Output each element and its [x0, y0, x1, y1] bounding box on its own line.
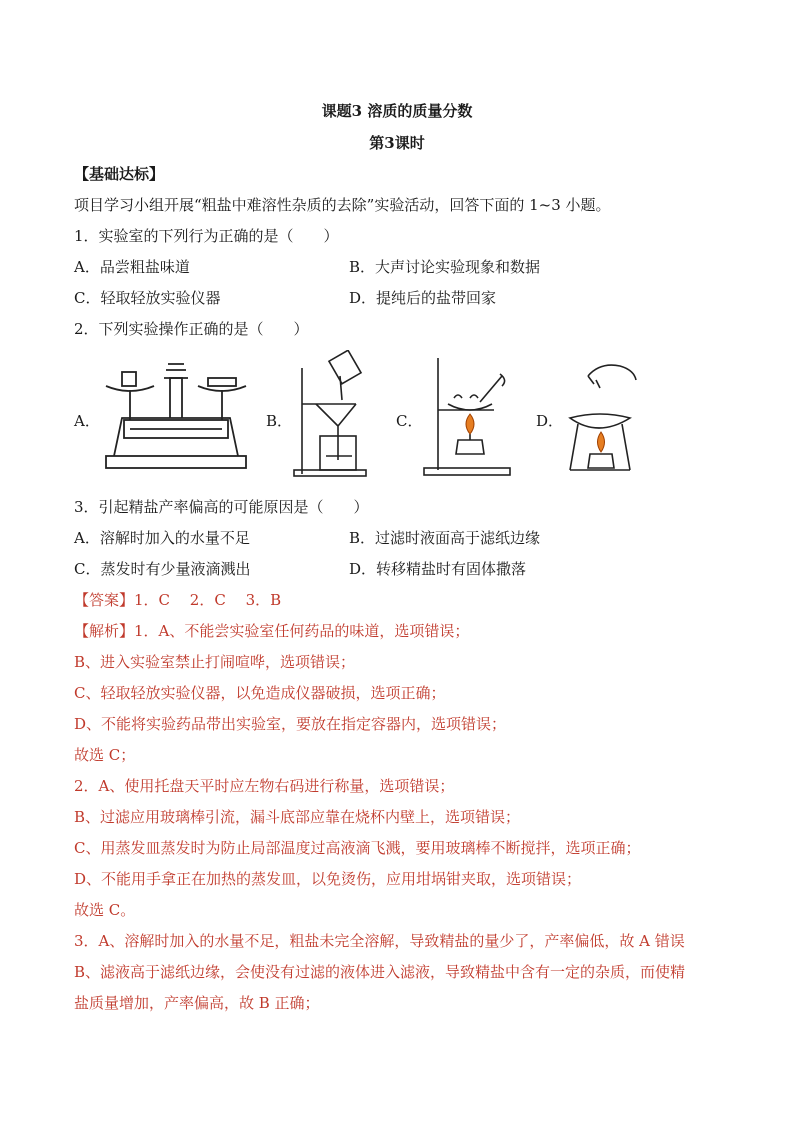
analysis-line: B、进入实验室禁止打闹喧哗，选项错误； [74, 653, 356, 671]
analysis-line: D、不能将实验药品带出实验室，要放在指定容器内，选项错误； [74, 715, 507, 733]
q3-option-d: D．转移精盐时有固体撒落 [349, 560, 527, 578]
filtration-illustration [290, 350, 370, 478]
analysis-line: B、过滤应用玻璃棒引流，漏斗底部应靠在烧杯内壁上，选项错误； [74, 808, 521, 826]
q2-label-a: A． [74, 412, 100, 430]
q3-option-b: B．过滤时液面高于滤纸边缘 [349, 529, 541, 547]
section-heading: 【基础达标】 [74, 165, 165, 183]
q1-stem: 1．实验室的下列行为正确的是（ ） [74, 227, 339, 245]
analysis-line: B、滤液高于滤纸边缘，会使没有过滤的液体进入滤液，导致精盐中含有一定的杂质，而使精 [74, 963, 686, 981]
analysis-line: 盐质量增加，产率偏高，故 B 正确； [74, 994, 320, 1012]
balance-illustration [100, 358, 252, 472]
page-subtitle: 第3课时 [369, 134, 425, 152]
analysis-line: 故选 C； [74, 746, 136, 764]
analysis-line: 3．A、溶解时加入的水量不足，粗盐未完全溶解，导致精盐的量少了，产率偏低，故 A 错误 [74, 932, 685, 950]
hand-dish-illustration [562, 358, 640, 478]
analysis-line: 2．A、使用托盘天平时应左物右码进行称量，选项错误； [74, 777, 455, 795]
q1-option-a: A．品尝粗盐味道 [74, 258, 190, 276]
q2-label-d: D． [536, 412, 564, 430]
q1-option-d: D．提纯后的盐带回家 [349, 289, 497, 307]
q3-option-a: A．溶解时加入的水量不足 [74, 529, 250, 547]
q2-label-c: C． [396, 412, 423, 430]
q1-option-c: C．轻取轻放实验仪器 [74, 289, 221, 307]
q2-label-b: B． [266, 412, 293, 430]
analysis-line: C、用蒸发皿蒸发时为防止局部温度过高液滴飞溅，要用玻璃棒不断搅拌，选项正确； [74, 839, 641, 857]
evaporation-illustration [418, 354, 518, 478]
analysis-line: C、轻取轻放实验仪器，以免造成仪器破损，选项正确； [74, 684, 446, 702]
page-title: 课题3 溶质的质量分数 [321, 102, 473, 120]
analysis-line: 故选 C。 [74, 901, 136, 919]
q2-stem: 2．下列实验操作正确的是（ ） [74, 320, 309, 338]
q3-option-c: C．蒸发时有少量液滴溅出 [74, 560, 251, 578]
analysis-line: 【解析】1．A、不能尝实验室任何药品的味道，选项错误； [74, 622, 470, 640]
q3-stem: 3．引起精盐产率偏高的可能原因是（ ） [74, 498, 369, 516]
analysis-line: D、不能用手拿正在加热的蒸发皿，以免烫伤，应用坩埚钳夹取，选项错误； [74, 870, 582, 888]
intro-text: 项目学习小组开展“粗盐中难溶性杂质的去除”实验活动，回答下面的 1~3 小题。 [74, 196, 611, 214]
answer-line: 【答案】1．C 2．C 3．B [74, 591, 282, 609]
q1-option-b: B．大声讨论实验现象和数据 [349, 258, 541, 276]
